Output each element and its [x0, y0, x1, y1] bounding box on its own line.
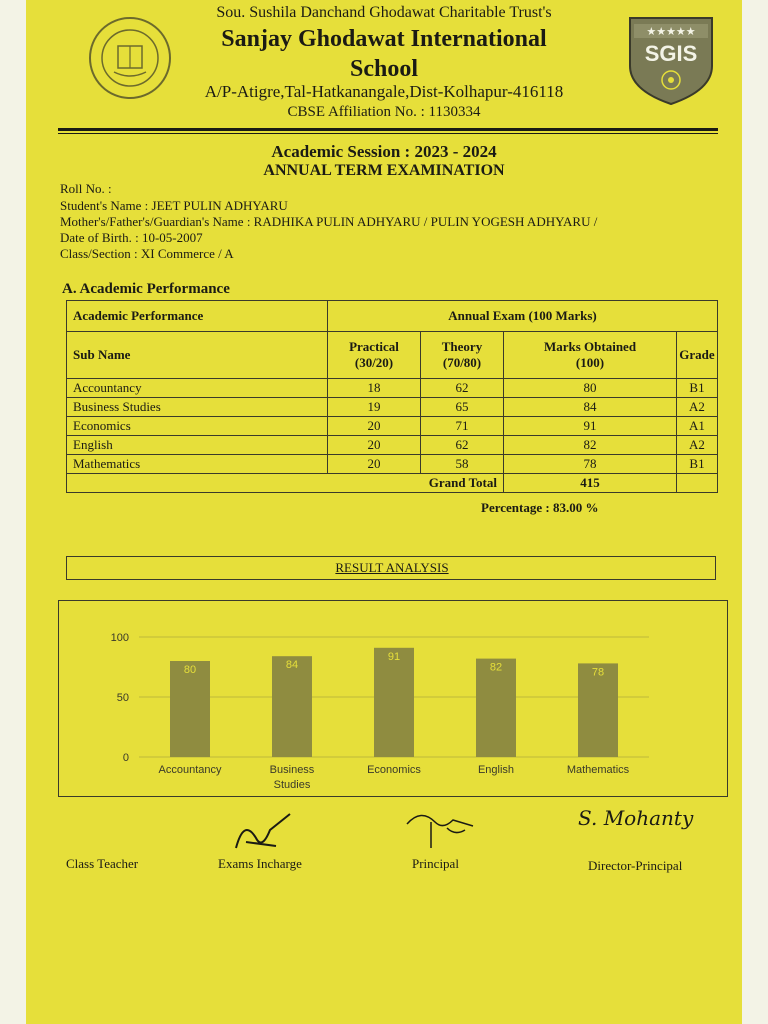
- x-tick-label: Business: [269, 764, 315, 776]
- subject-cell: English: [67, 436, 328, 455]
- practical-cell: 20: [328, 436, 421, 455]
- header-academic-performance: Academic Performance: [67, 301, 328, 332]
- grand-total-grade-cell: [677, 474, 718, 493]
- practical-cell: 19: [328, 398, 421, 417]
- table-row: [67, 398, 718, 417]
- y-tick-label: 100: [110, 632, 129, 644]
- grand-total-value: 415: [504, 474, 677, 493]
- x-tick-label: Studies: [273, 779, 311, 791]
- svg-text:SGIS: SGIS: [644, 41, 698, 66]
- x-tick-label: Mathematics: [566, 764, 630, 776]
- marks-cell: 78: [504, 455, 677, 474]
- header-annual-exam: Annual Exam (100 Marks): [328, 301, 718, 332]
- grade-cell: A2: [677, 398, 718, 417]
- result-analysis-title: RESULT ANALYSIS: [335, 560, 449, 575]
- theory-cell: 58: [421, 455, 504, 474]
- grade-cell: A2: [677, 436, 718, 455]
- bar-value-label: 80: [183, 664, 197, 676]
- header-theory: [421, 332, 504, 379]
- principal-label: Principal: [412, 856, 459, 871]
- header-practical-line1: Practical: [349, 339, 399, 354]
- header-divider: [58, 128, 718, 131]
- bar-value-label: 82: [489, 661, 503, 674]
- theory-cell: 65: [421, 398, 504, 417]
- header-sub-name: Sub Name: [67, 332, 328, 379]
- student-name: Student's Name : JEET PULIN ADHYARU: [60, 198, 288, 213]
- exams-incharge-label: Exams Incharge: [218, 856, 302, 871]
- header-theory-line1: Theory: [441, 339, 483, 354]
- header-divider-thin: [58, 133, 718, 134]
- marks-cell: 80: [504, 379, 677, 398]
- roll-number: Roll No. :: [60, 181, 112, 196]
- class-teacher-label: Class Teacher: [66, 856, 139, 871]
- percentage: Percentage : 83.00 %: [481, 500, 599, 515]
- table-row: [67, 436, 718, 455]
- school-address: A/P-Atigre,Tal-Hatkanangale,Dist-Kolhapur-416118: [204, 82, 564, 101]
- academic-session: Academic Session : 2023 - 2024: [271, 142, 497, 161]
- class-section: Class/Section : XI Commerce / A: [60, 246, 234, 261]
- practical-cell: 18: [328, 379, 421, 398]
- result-bar-chart: [59, 601, 727, 796]
- x-tick-label: Accountancy: [158, 764, 222, 776]
- grade-cell: B1: [677, 455, 718, 474]
- date-of-birth: Date of Birth. : 10-05-2007: [60, 230, 203, 245]
- exam-title: ANNUAL TERM EXAMINATION: [263, 162, 505, 179]
- affiliation-number: CBSE Affiliation No. : 1130334: [287, 104, 481, 120]
- result-chart-frame: [58, 600, 728, 797]
- director-signature: S. Mohanty: [578, 806, 694, 830]
- svg-text:★★★★★: ★★★★★: [646, 25, 696, 38]
- bar: [374, 648, 414, 757]
- grand-total-label: Grand Total: [67, 474, 504, 493]
- grade-cell: A1: [677, 417, 718, 436]
- director-principal-label: Director-Principal: [588, 858, 683, 873]
- trust-name: Sou. Sushila Danchand Ghodawat Charitable Trust's: [216, 4, 552, 21]
- marks-cell: 91: [504, 417, 677, 436]
- x-tick-label: English: [477, 764, 515, 776]
- header-marks-line2: (100): [575, 355, 605, 370]
- school-name: [26, 24, 742, 84]
- practical-cell: 20: [328, 455, 421, 474]
- marks-cell: 82: [504, 436, 677, 455]
- grand-total-row: [67, 474, 718, 493]
- bar-value-label: 84: [285, 659, 299, 672]
- header-practical-line2: (30/20): [354, 355, 394, 370]
- exams-incharge-signature-icon: [226, 808, 306, 858]
- subject-cell: Mathematics: [67, 455, 328, 474]
- marks-cell: 84: [504, 398, 677, 417]
- section-title: A. Academic Performance: [62, 281, 230, 297]
- guardian-name: Mother's/Father's/Guardian's Name : RADHIKA PULIN ADHYARU / PULIN YOGESH ADHYARU /: [60, 214, 598, 229]
- principal-signature-icon: [401, 802, 481, 852]
- y-tick-label: 50: [116, 692, 129, 704]
- bar: [272, 656, 312, 757]
- header-marks-obtained: [504, 332, 677, 379]
- bar-value-label: 91: [387, 650, 401, 663]
- school-name-line2: School: [349, 56, 418, 82]
- subject-cell: Economics: [67, 417, 328, 436]
- theory-cell: 62: [421, 436, 504, 455]
- marks-table: [66, 300, 718, 493]
- y-tick-label: 0: [122, 752, 129, 764]
- table-row: [67, 417, 718, 436]
- practical-cell: 20: [328, 417, 421, 436]
- header-grade: Grade: [677, 332, 718, 379]
- result-analysis-box: [66, 556, 716, 580]
- bar-value-label: 78: [591, 666, 605, 679]
- table-row: [67, 455, 718, 474]
- theory-cell: 71: [421, 417, 504, 436]
- header-theory-line2: (70/80): [442, 355, 482, 370]
- report-card-sheet: [26, 0, 742, 1024]
- header-practical: [328, 332, 421, 379]
- table-row: [67, 379, 718, 398]
- x-tick-label: Economics: [367, 764, 421, 776]
- school-name-line1: Sanjay Ghodawat International: [221, 26, 547, 52]
- subject-cell: Business Studies: [67, 398, 328, 417]
- subject-cell: Accountancy: [67, 379, 328, 398]
- grade-cell: B1: [677, 379, 718, 398]
- header-marks-line1: Marks Obtained: [543, 339, 637, 354]
- theory-cell: 62: [421, 379, 504, 398]
